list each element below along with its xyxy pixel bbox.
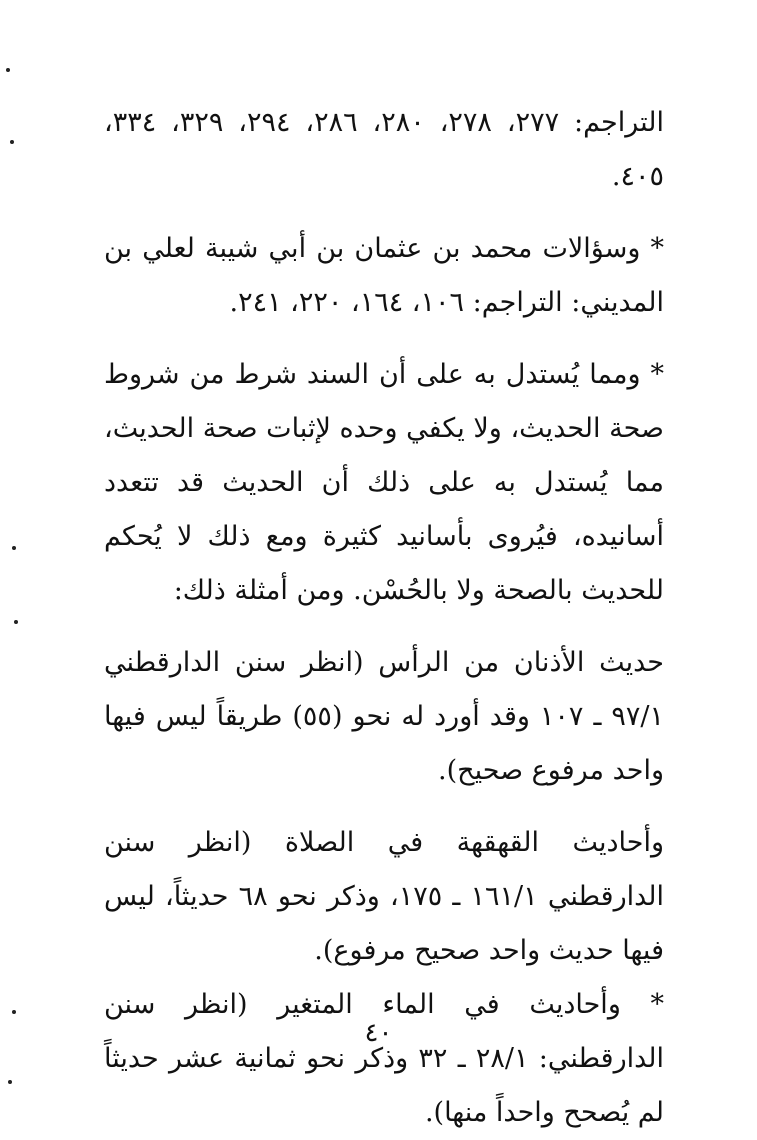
paragraph-example-udhnan: حديث الأذنان من الرأس (انظر سنن الدارقطني ٩٧/١ ـ ١٠٧ وقد أورد له نحو (٥٥) طريقاً ليس فيها واحد مرفوع صحيح). — [104, 647, 665, 786]
scan-margin-mark — [14, 620, 18, 624]
scan-margin-mark — [6, 68, 10, 72]
paragraph-example-qahqaha: وأحاديث القهقهة في الصلاة (انظر سنن الدارقطني ١٦١/١ ـ ١٧٥، وذكر نحو ٦٨ حديثاً، ليس فيها حديث واحد صحيح مرفوع). — [104, 827, 665, 966]
scan-margin-mark — [12, 1010, 16, 1014]
page-number: ٤٠ — [364, 1018, 393, 1048]
paragraph-example-maa-mutaghayyir: * وأحاديث في الماء المتغير (انظر سنن الدارقطني: ٢٨/١ ـ ٣٢ وذكر نحو ثمانية عشر حديثاً لم يُصحح واحداً منها). — [104, 989, 665, 1128]
page-body — [104, 96, 664, 1140]
scan-margin-mark — [10, 140, 14, 144]
paragraph-tarajim-list: التراجم: ٢٧٧، ٢٧٨، ٢٨٠، ٢٨٦، ٢٩٤، ٣٢٩، ٣٣٤، ٤٠٥. — [104, 107, 665, 192]
paragraph-sanad-argument: * ومما يُستدل به على أن السند شرط من شروط صحة الحديث، ولا يكفي وحده لإثبات صحة الحديث، مما يُستدل به على ذلك أن الحديث قد تتعدد أسانيده، فيُروى بأسانيد كثيرة ومع ذلك لا يُحكم للحديث بالصحة ولا بالحُسْن. ومن أمثلة ذلك: — [104, 359, 664, 606]
scan-margin-mark — [8, 1080, 12, 1084]
scan-margin-mark — [12, 546, 16, 550]
paragraph-suaalat: * وسؤالات محمد بن عثمان بن أبي شيبة لعلي بن المديني: التراجم: ١٠٦، ١٦٤، ٢٢٠، ٢٤١. — [104, 233, 664, 318]
